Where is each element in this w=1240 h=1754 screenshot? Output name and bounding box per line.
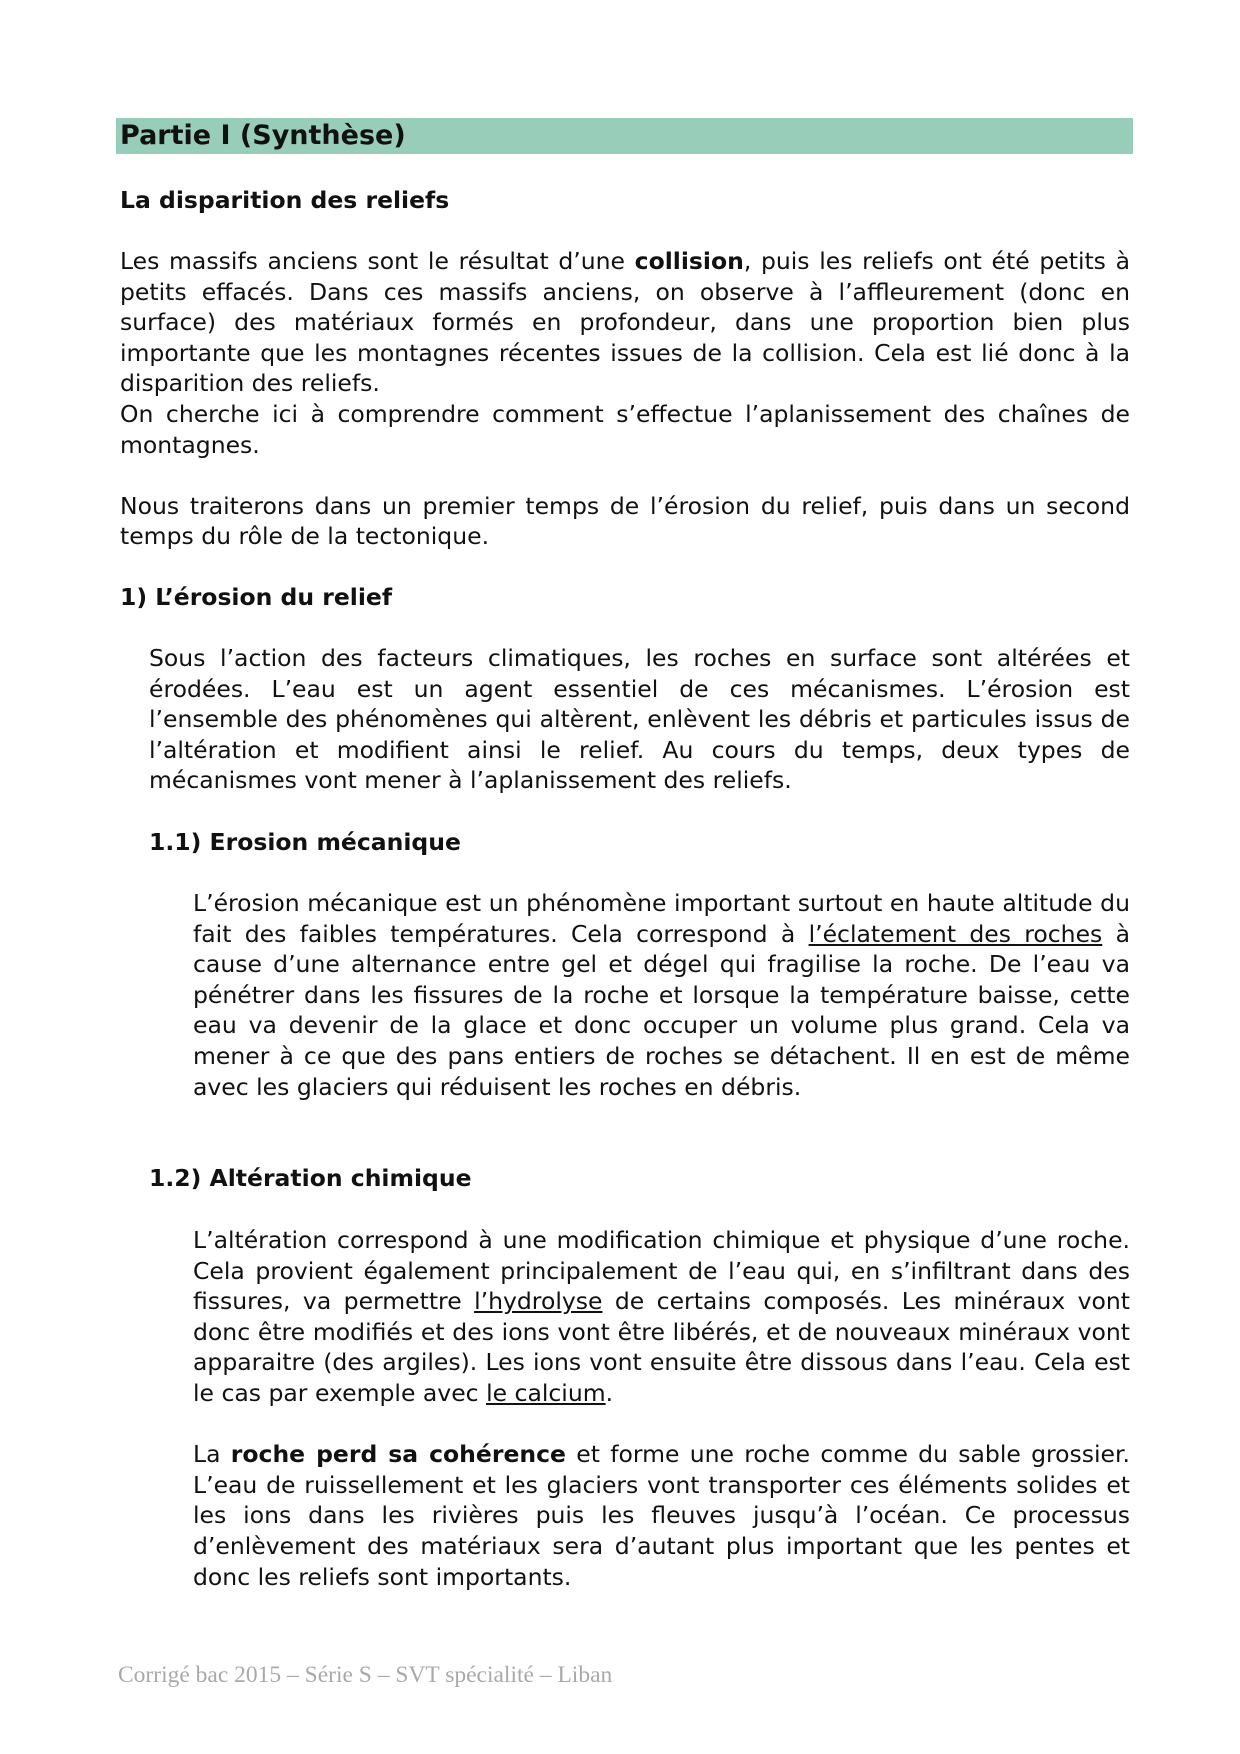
intro-block <box>120 246 1130 552</box>
section-1-paragraph: Sous l’action des facteurs climatiques, les roches en surface sont altérées et érodées. L’eau est un agent essentiel de ces mécanismes. L’érosion est l’ensemble des phénomènes qui altèrent, enlèvent les débris et particules issus de l’altération et modifient ainsi le relief. Au cours du temps, deux types de mécanismes vont mener à l’aplanissement des reliefs. <box>149 644 1130 795</box>
section-1-1-body <box>193 888 1130 1102</box>
section-1-body <box>149 643 1130 796</box>
section-1-2-body <box>193 1225 1130 1592</box>
underlined-term: l’hydrolyse <box>474 1287 603 1316</box>
intro-paragraph-2: On cherche ici à comprendre comment s’effectue l’aplanissement des chaînes de montagnes. <box>120 399 1130 459</box>
section-1-heading-block <box>120 582 1130 612</box>
text-run: , puis les reliefs ont été petits à petits effacés. Dans ces massifs anciens, on observe à l’affleurement (donc en surface) des matériaux formés en profondeur, dans une proportion bien plus importante que les montagnes récentes issues de la collision. Cela est lié donc à la disparition des reliefs. <box>120 247 1130 398</box>
section-subtitle: La disparition des reliefs <box>120 186 450 214</box>
text-run: à cause d’une alternance entre gel et dégel qui fragilise la roche. De l’eau va pénétrer dans les fissures de la roche et lorsque la température baisse, cette eau va devenir de la glace et donc occuper un volume plus grand. Cela va mener à ce que des pans entiers de roches se détachent. Il en est de même avec les glaciers qui réduisent les roches en débris. <box>193 919 1130 1101</box>
text-run: L’altération correspond à une modification chimique et physique d’une roche. Cela provient également principalement de l’eau qui, en s’infiltrant dans des fissures, va permettre <box>193 1226 1130 1316</box>
subtitle-block <box>120 185 1130 215</box>
text-run: et forme une roche comme du sable grossier. L’eau de ruissellement et les glaciers vont transporter ces éléments solides et les ions dans les rivières puis les fleuves jusqu’à l’océan. Ce processus d’enlèvement des matériaux sera d’autant plus important que les pentes et donc les reliefs sont importants. <box>193 1440 1130 1591</box>
section-1-1-heading-block <box>149 827 1130 857</box>
section-1-2-heading: 1.2) Altération chimique <box>149 1164 472 1192</box>
text-run: L’érosion mécanique est un phénomène important surtout en haute altitude du fait des faibles températures. Cela correspond à <box>193 889 1130 948</box>
underlined-term: l’éclatement des roches <box>808 919 1103 948</box>
section-1-1-heading: 1.1) Erosion mécanique <box>149 828 461 856</box>
title-band <box>116 118 1133 154</box>
intro-paragraph-1 <box>120 246 1130 399</box>
section-1-2-paragraph-1 <box>193 1225 1130 1409</box>
section-1-heading: 1) L’érosion du relief <box>120 583 393 611</box>
text-run: Les massifs anciens sont le résultat d’une <box>120 247 635 275</box>
section-1-2-paragraph-2 <box>193 1439 1130 1592</box>
section-1-2-heading-block <box>149 1163 1130 1193</box>
bold-term: collision <box>634 247 744 275</box>
text-run: de certains composés. Les minéraux vont donc être modifiés et des ions vont être libérés, et de nouveaux minéraux vont apparaitre (des argiles). Les ions vont ensuite être dissous dans l’eau. Cela est le cas par exemple avec <box>193 1287 1130 1407</box>
text-run: La <box>193 1440 231 1469</box>
underlined-term: le calcium <box>486 1378 606 1407</box>
page-title: Partie I (Synthèse) <box>120 120 406 151</box>
text-run: . <box>605 1378 614 1407</box>
bold-term: roche perd sa cohérence <box>230 1440 566 1469</box>
section-1-1-paragraph <box>193 888 1130 1102</box>
page-footer: Corrigé bac 2015 – Série S – SVT spécialité – Liban <box>118 1662 613 1688</box>
intro-paragraph-3: Nous traiterons dans un premier temps de l’érosion du relief, puis dans un second temps du rôle de la tectonique. <box>120 491 1130 551</box>
